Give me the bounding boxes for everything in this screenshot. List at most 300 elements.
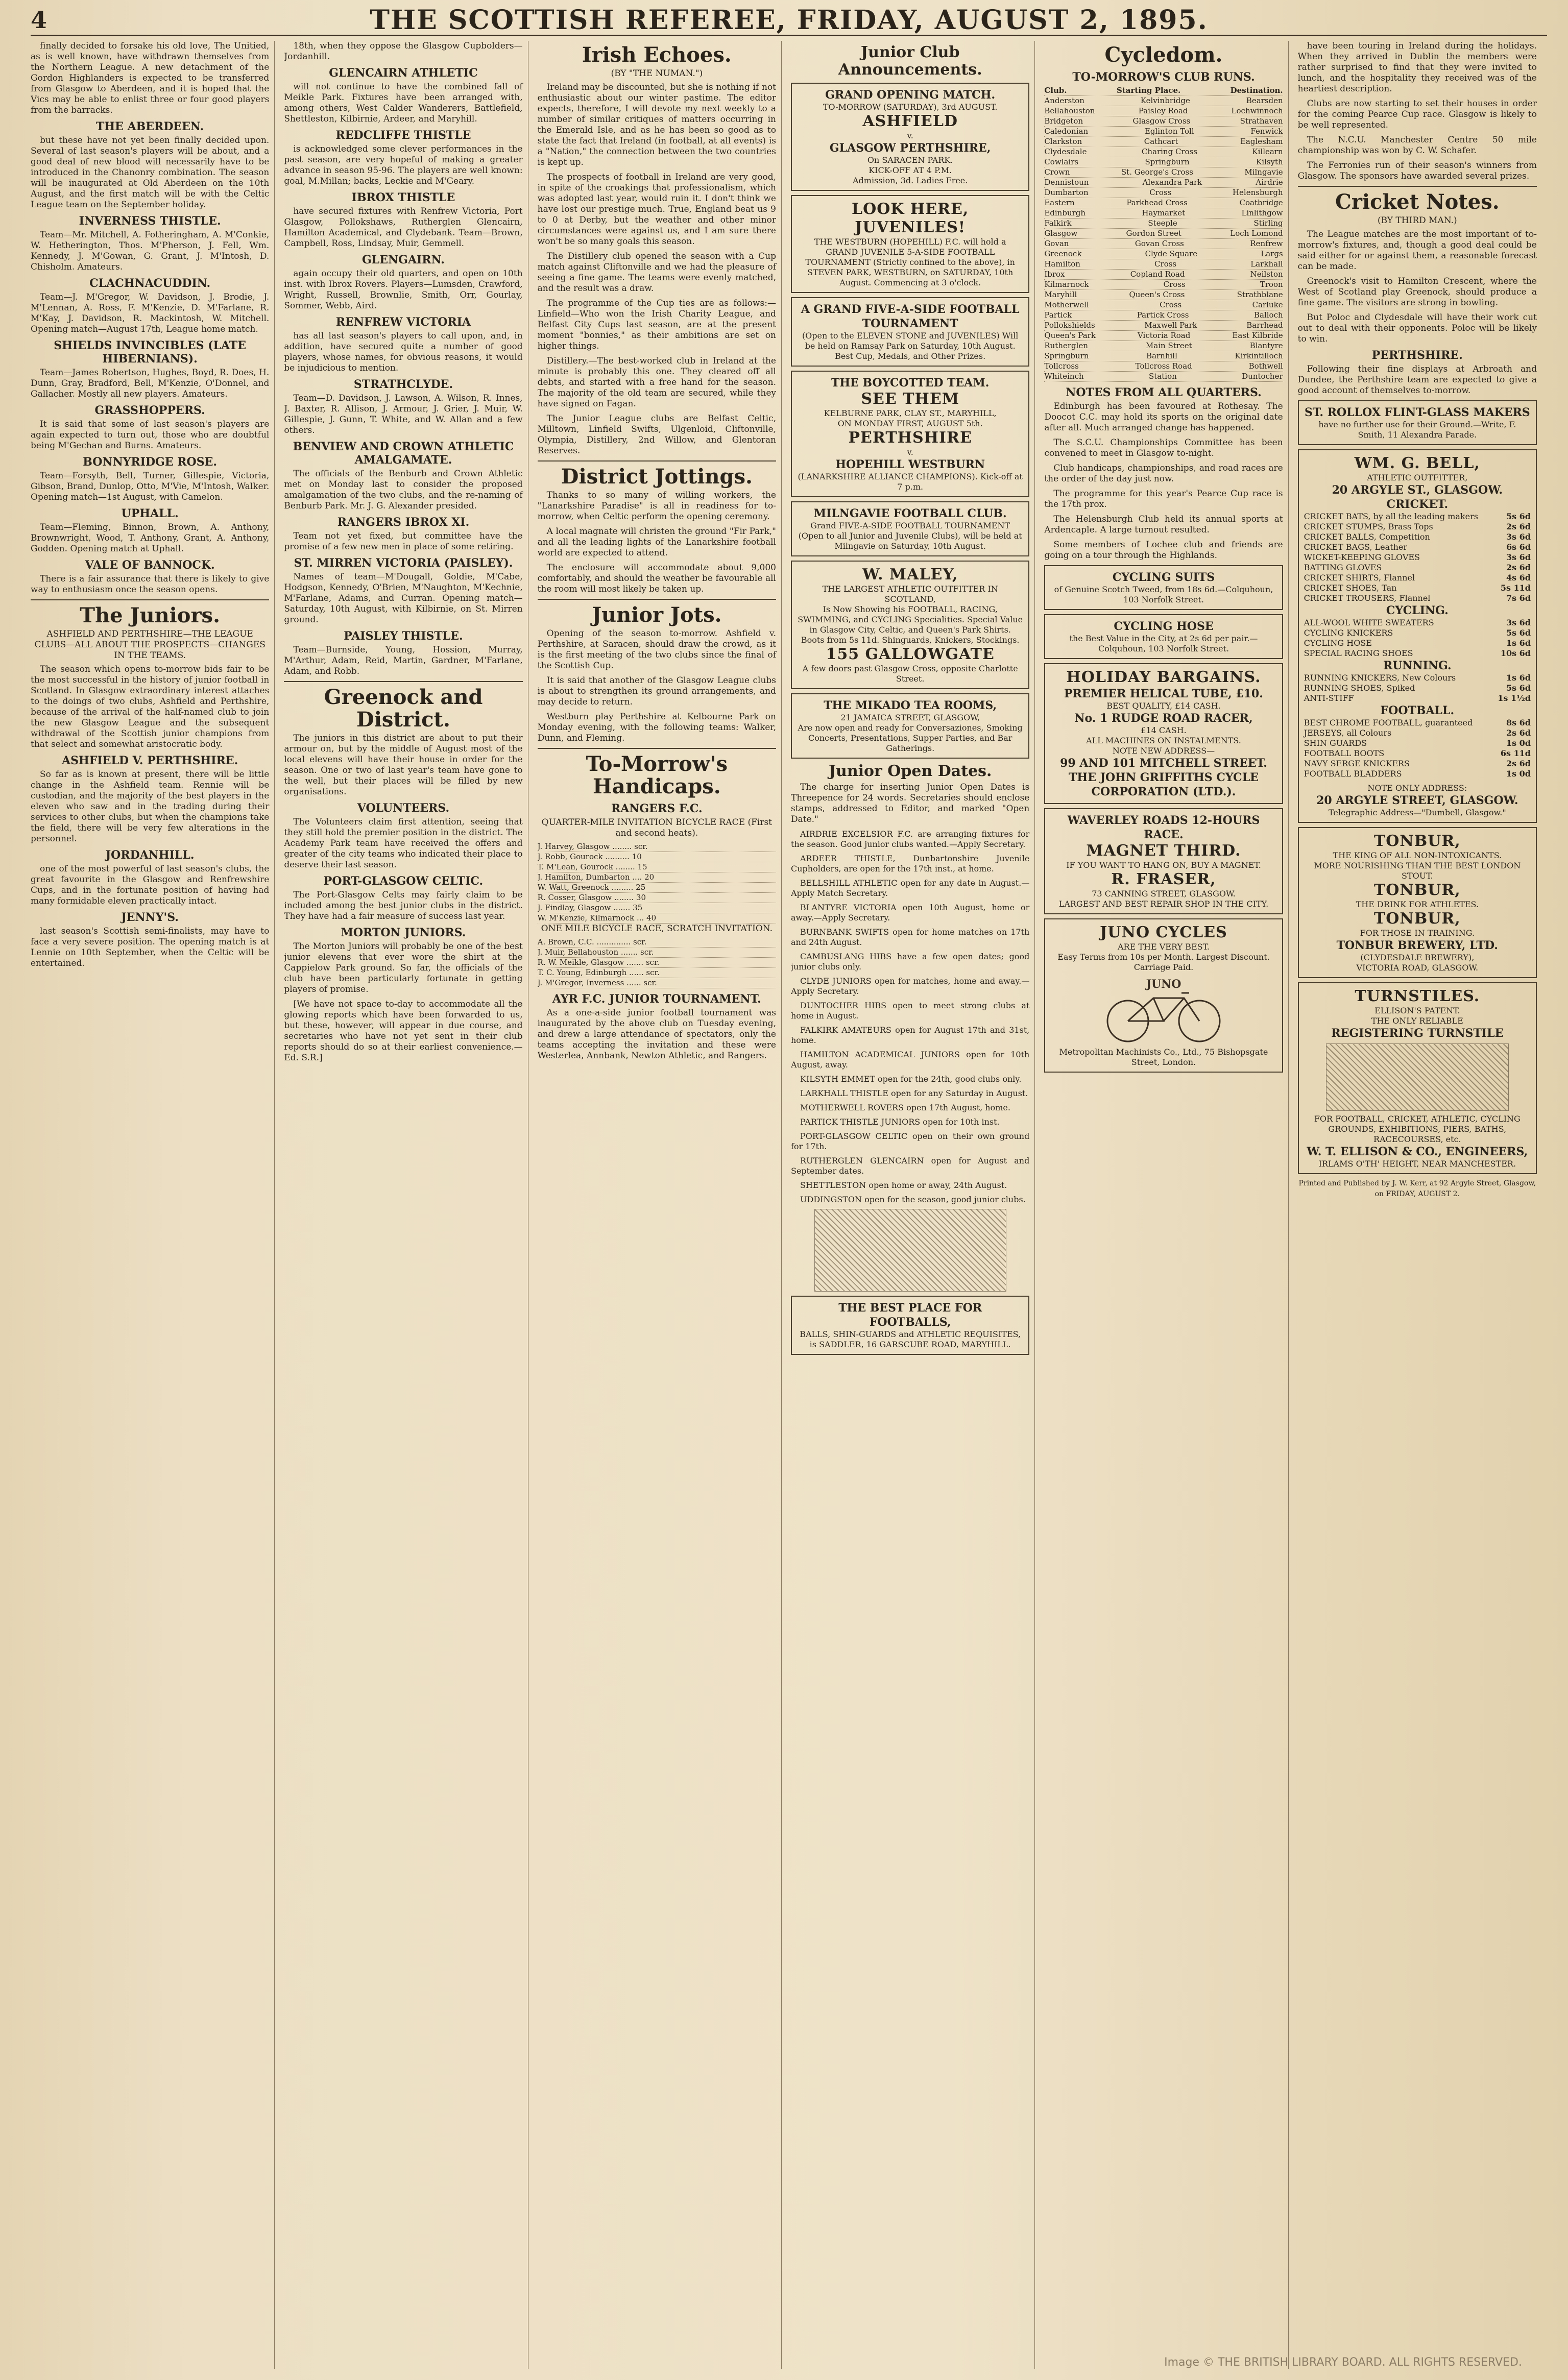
ad-company: TONBUR BREWERY, LTD. xyxy=(1336,939,1498,952)
ad-body: the Best Value in the City, at 2s 6d per pair.—Colquhoun, 103 Norfolk Street. xyxy=(1069,634,1258,653)
ad-body: Are now open and ready for Conversaziones, Smoking Concerts, Presentations, Supper Parties, and Bar Gatherings. xyxy=(798,723,1023,753)
ad-wm-bell xyxy=(1298,449,1537,823)
table-row: Falkirk Steeple Stirling xyxy=(1044,218,1283,228)
handicap-list-1 xyxy=(538,842,776,924)
table-row: Govan Govan Cross Renfrew xyxy=(1044,239,1283,248)
event-title: QUARTER-MILE INVITATION BICYCLE RACE (First and second heats). xyxy=(541,817,772,838)
ad-tonbur xyxy=(1298,827,1537,978)
ad-name: REGISTERING TURNSTILE xyxy=(1331,1027,1504,1040)
ad-name: W. MALEY, xyxy=(862,566,958,584)
ad-note: NOTE NEW ADDRESS— xyxy=(1112,746,1215,756)
ad-opening-match xyxy=(791,83,1029,191)
list-item: HAMILTON ACADEMICAL JUNIORS open for 10th August, away. xyxy=(791,1050,1030,1070)
paragraph: The prospects of football in Ireland are very good, in spite of the croakings that professionalism, which was adopted last year, would ruin it. I don't think we have lost our prestige much. True, England beat us 9 to 0 at Derby, but the weather and other minor circumstances were against us, and I am sure there won't be so many goals this season. xyxy=(537,172,776,247)
team-name: PERTHSHIRE xyxy=(848,429,972,447)
section-heading: GLENGAIRN. xyxy=(362,253,445,266)
table-row: Crown St. George's Cross Milngavie xyxy=(1044,167,1283,177)
section-heading: VALE OF BANNOCK. xyxy=(85,558,215,572)
section-heading: SHIELDS INVINCIBLES (LATE HIBERNIANS). xyxy=(54,339,247,366)
paragraph: The season which opens to-morrow bids fair to be the most successful in the history of junior football in Scotland. In Glasgow extraordinary interest attaches to the doings of two clubs, Ashfield and Perthshire, because of the arrival of the half-named club to join the new Glasgow League and the subsequent withdrawal of the Scottish junior champions from that select and somewhat aristocratic body. xyxy=(31,664,270,749)
ad-address: IRLAMS O'TH' HEIGHT, NEAR MANCHESTER. xyxy=(1318,1159,1516,1169)
divider xyxy=(538,599,776,600)
divider xyxy=(538,460,776,462)
section-heading: CLACHNACUDDIN. xyxy=(89,277,211,290)
price-item: CRICKET BATS, by all the leading makers 5s 6d xyxy=(1304,512,1531,521)
ad-tagline: ARE THE VERY BEST. xyxy=(1117,942,1210,952)
paragraph: Names of team—M'Dougall, Goldie, M'Cabe, Hodgson, Kennedy, O'Brien, M'Naughton, M'Kechnie, M'Farlane, Adams, and Curran. Opening match—Saturday, 10th August, with Kilbirnie, on St. Mirren ground. xyxy=(284,572,523,625)
table-row: Motherwell Cross Carluke xyxy=(1044,300,1283,309)
paragraph: The programme for this year's Pearce Cup race is the 17th prox. xyxy=(1044,489,1283,509)
list-item: SHETTLESTON open home or away, 24th August. xyxy=(800,1180,1007,1190)
ad-body: (Open to the ELEVEN STONE and JUVENILES) Will be held on Ramsay Park on Saturday, 10th August. Best Cup, Medals, and Other Prizes. xyxy=(802,331,1019,361)
ad-name: R. FRASER, xyxy=(1111,870,1216,888)
ad-tournament xyxy=(791,297,1029,367)
ad-tagline: THE LARGEST ATHLETIC OUTFITTER IN SCOTLAND, xyxy=(822,584,998,604)
paragraph: Distillery.—The best-worked club in Ireland at the minute is probably this one. They cleared off all debts, and started with a free hand for the season. The majority of the old team are secured, while they have signed on Fagan. xyxy=(537,356,776,409)
list-item: J. Findlay, Glasgow ....... 35 xyxy=(538,903,776,913)
section-heading: BONNYRIDGE ROSE. xyxy=(83,455,218,469)
paragraph: Clubs are now starting to set their houses in order for the coming Pearce Cup race. Glasgow is likely to be well represented. xyxy=(1297,99,1537,130)
section-heading: THE ABERDEEN. xyxy=(96,120,204,133)
price-item: CYCLING HOSE 1s 6d xyxy=(1304,638,1531,648)
ad-tagline: LARGEST AND BEST REPAIR SHOP IN THE CITY. xyxy=(1058,899,1269,909)
paragraph: The Morton Juniors will probably be one of the best junior elevens that ever wore the shirt at the Cappielow Park ground. So far, the officials of the club have been particularly fortunate in getting players of promise. xyxy=(284,941,523,994)
article-title: Junior Club Announcements. xyxy=(838,43,982,79)
paragraph: Some members of Lochee club and friends are going on a tour through the Highlands. xyxy=(1044,540,1283,561)
ad-venue: KELBURNE PARK, CLAY ST., MARYHILL, xyxy=(824,408,997,418)
ad-title: THE MIKADO TEA ROOMS, xyxy=(824,699,997,712)
table-row: Bellahouston Paisley Road Lochwinnoch xyxy=(1044,106,1283,115)
paragraph: The juniors in this district are about to put their armour on, but by the middle of August most of the local elevens will have their house in order for the season. One or two of last year's team have gone to the well, but their places will be filled by new organisations. xyxy=(284,733,523,797)
ad-name: TONBUR, xyxy=(1373,832,1461,850)
page-number: 4 xyxy=(31,6,47,34)
divider xyxy=(284,681,522,682)
article-title: Irish Echoes. xyxy=(582,43,732,67)
ad-address: 155 GALLOWGATE xyxy=(826,645,995,663)
ad-mikado xyxy=(791,693,1029,759)
ad-body: Grand FIVE-A-SIDE FOOTBALL TOURNAMENT (Open to all Junior and Juvenile Clubs), will be held at Milngavie on Saturday, 10th August. xyxy=(798,521,1022,551)
ad-magnet xyxy=(1044,808,1283,914)
paragraph: but these have not yet been finally decided upon. Several of last season's players will be about, and a good deal of new blood will necessarily have to be introduced in the Chanonry combination. The season will be inaugurated at Old Aberdeen on the 10th August, and the first match will be with the Celtic League team on the September holiday. xyxy=(31,135,270,210)
paragraph: has all last season's players to call upon, and, in addition, have secured quite a number of good players, whose names, for obvious reasons, it would be injudicious to mention. xyxy=(284,331,523,373)
ad-address: 73 CANNING STREET, GLASGOW. xyxy=(1092,889,1236,898)
versus: v. xyxy=(907,447,913,457)
price-item: CRICKET SHIRTS, Flannel 4s 6d xyxy=(1304,573,1531,582)
ad-address: 20 ARGYLE STREET, GLASGOW. xyxy=(1316,794,1518,807)
ad-admission: Admission, 3d. Ladies Free. xyxy=(852,176,968,185)
paragraph: Team—Burnside, Young, Hossion, Murray, M'Arthur, Adam, Reid, Martin, Gardner, M'Farlane, Adam, and Robb. xyxy=(284,645,523,676)
list-item: R. W. Meikle, Glasgow ....... scr. xyxy=(538,958,776,968)
price-item: ALL-WOOL WHITE SWEATERS 3s 6d xyxy=(1304,618,1531,627)
paragraph: Ireland may be discounted, but she is nothing if not enthusiastic about our winter pastime. The editor expects, therefore, I will devote my next weekly to a number of similar critiques of matters occurring in the Emerald Isle, and as he has been so good as to state the fact that Ireland (in football, at all events) is a "Nation," the connection between the two countries is kept up. xyxy=(537,82,776,167)
byline: (BY "THE NUMAN.") xyxy=(611,68,703,79)
ad-title: TURNSTILES. xyxy=(1355,987,1480,1005)
paragraph: Club handicaps, championships, and road races are the order of the day just now. xyxy=(1044,463,1283,484)
paragraph: The enclosure will accommodate about 9,000 comfortably, and should the weather be favourable all the room will most likely be taken up. xyxy=(537,563,776,594)
paragraph: The officials of the Benburb and Crown Athletic met on Monday last to consider the proposed amalgamation of the two clubs, and the re-naming of Benburb Park. Mr. J. G. Alexander presided. xyxy=(284,469,523,511)
ad-title: WAVERLEY ROADS 12-HOURS RACE. xyxy=(1067,814,1260,841)
ad-title: GRAND OPENING MATCH. xyxy=(825,88,996,102)
article-title: The Juniors. xyxy=(80,603,221,627)
paragraph: last season's Scottish semi-finalists, may have to face a very severe position. The opening match is at Lennie on 10th September, when the Celtic will be entertained. xyxy=(31,926,270,968)
newspaper-title: THE SCOTTISH REFEREE, FRIDAY, AUGUST 2, 1895. xyxy=(370,4,1208,36)
list-item: BURNBANK SWIFTS open for home matches on 17th and 24th August. xyxy=(791,927,1030,947)
list-item: BLANTYRE VICTORIA open 10th August, home or away.—Apply Secretary. xyxy=(791,903,1030,922)
price-item: RUNNING KNICKERS, New Colours 1s 6d xyxy=(1304,673,1531,683)
price-item: CRICKET SHOES, Tan 5s 11d xyxy=(1304,583,1531,593)
list-item: FALKIRK AMATEURS open for August 17th and 31st, home. xyxy=(791,1025,1030,1045)
table-row: Maryhill Queen's Cross Strathblane xyxy=(1044,290,1283,299)
list-item: CAMBUSLANG HIBS have a few open dates; good junior clubs only. xyxy=(791,952,1030,972)
ad-body: FOR FOOTBALL, CRICKET, ATHLETIC, CYCLING GROUNDS, EXHIBITIONS, PIERS, BATHS, RACECOURSES, etc. xyxy=(1314,1114,1521,1144)
list-item: PARTICK THISTLE JUNIORS open for 10th inst. xyxy=(800,1117,1000,1127)
section-heading: STRATHCLYDE. xyxy=(353,378,453,391)
table-row: Springburn Barnhill Kirkintilloch xyxy=(1044,351,1283,360)
table-row: Clydesdale Charing Cross Killearn xyxy=(1044,147,1283,156)
price-item: NAVY SERGE KNICKERS 2s 6d xyxy=(1304,759,1531,768)
ad-title: MILNGAVIE FOOTBALL CLUB. xyxy=(813,507,1007,520)
section-heading: PERTHSHIRE. xyxy=(1371,349,1463,362)
price-section-heading: RUNNING. xyxy=(1383,659,1452,672)
list-item: UDDINGSTON open for the season, good junior clubs. xyxy=(800,1195,1026,1204)
column-3 xyxy=(538,41,782,2369)
list-item: A. Brown, C.C. .............. scr. xyxy=(538,937,776,948)
table-row: Pollokshields Maxwell Park Barrhead xyxy=(1044,321,1283,330)
list-item: J. Muir, Bellahouston ....... scr. xyxy=(538,948,776,958)
ad-date: ON MONDAY FIRST, AUGUST 5th. xyxy=(837,419,983,428)
price-item: BATTING GLOVES 2s 6d xyxy=(1304,563,1531,572)
section-heading: TO-MORROW'S CLUB RUNS. xyxy=(1072,70,1255,84)
column-5 xyxy=(1044,41,1288,2369)
ad-address: 21 JAMAICA STREET, GLASGOW, xyxy=(840,713,980,722)
list-item: RUTHERGLEN GLENCAIRN open for August and September dates. xyxy=(791,1156,1030,1176)
ad-name: WM. G. BELL, xyxy=(1354,454,1480,472)
ad-title: THE BEST PLACE FOR FOOTBALLS, xyxy=(838,1301,982,1329)
ad-telegraph: Telegraphic Address—"Dumbell, Glasgow." xyxy=(1328,808,1506,817)
ad-note: NOTE ONLY ADDRESS: xyxy=(1367,783,1467,793)
team-name: GLASGOW PERTHSHIRE, xyxy=(829,141,991,155)
paragraph: Team—Forsyth, Bell, Turner, Gillespie, Victoria, Gibson, Brand, Dunlop, Otto, M'Vie, M'Intosh, Walker. Opening match—1st August, with Camelon. xyxy=(31,471,270,502)
paragraph: Edinburgh has been favoured at Rothesay. The Doocot C.C. may hold its sports on the original date after all. Much arranged change has happened. xyxy=(1044,401,1283,433)
paragraph: Team—Fleming, Binnon, Brown, A. Anthony, Brownwright, Wood, T. Anthony, Grant, A. Anthony, Godden. Opening match at Uphall. xyxy=(31,522,270,554)
price-item: CRICKET BAGS, Leather 6s 6d xyxy=(1304,542,1531,552)
paragraph: The Distillery club opened the season with a Cup match against Cliftonville and we had the pleasure of seeing a fine game. The teams were evenly matched, and the result was a draw. xyxy=(537,251,776,294)
paragraph: The Volunteers claim first attention, seeing that they still hold the premier position in the district. The Academy Park team have received the offers and greater of the city teams who indicated their place to deserve their last season. xyxy=(284,817,523,870)
ad-title: THE BOYCOTTED TEAM. xyxy=(831,376,990,390)
paragraph: one of the most powerful of last season's clubs, the great favourite in the Glasgow and Renfrewshire Cups, and in the fortunate position of having had many formidable eleven practically intact. xyxy=(31,864,270,906)
paragraph: Greenock's visit to Hamilton Crescent, where the West of Scotland play Greenock, should produce a fine game. The visitors are strong in bowling. xyxy=(1297,276,1537,308)
ad-address: VICTORIA ROAD, GLASGOW. xyxy=(1356,963,1479,973)
price-item: CRICKET BALLS, Competition 3s 6d xyxy=(1304,532,1531,542)
divider xyxy=(538,748,776,749)
paragraph: Thanks to so many of willing workers, the "Lanarkshire Paradise" is all in readiness for to-morrow, when Celtic perform the opening ceremony. xyxy=(537,490,776,522)
paragraph: finally decided to forsake his old love, The Unitied, as is well known, have withdrawn themselves from the Northern League. A new detachment of the Gordon Highlanders is expected to be transferred from Glasgow to Aberdeen, and it is hoped that the Vics may be able to enlist three or four good players from the barracks. xyxy=(31,41,270,115)
table-row: Dennistoun Alexandra Park Airdrie xyxy=(1044,178,1283,187)
price-item: CRICKET STUMPS, Brass Tops 2s 6d xyxy=(1304,522,1531,531)
table-row: Queen's Park Victoria Road East Kilbride xyxy=(1044,331,1283,340)
ad-body: have no further use for their Ground.—Write, F. Smith, 11 Alexandra Parade. xyxy=(1318,420,1516,440)
section-heading: INVERNESS THISTLE. xyxy=(79,214,221,228)
list-item: AIRDRIE EXCELSIOR F.C. are arranging fixtures for the season. Good junior clubs wanted.—Apply Secretary. xyxy=(791,829,1030,849)
juno-logo-text: JUNO xyxy=(1146,978,1181,991)
ad-juveniles xyxy=(791,195,1029,293)
table-row: Glasgow Gordon Street Loch Lomond xyxy=(1044,229,1283,238)
section-heading: JORDANHILL. xyxy=(105,848,195,862)
table-row: Partick Partick Cross Balloch xyxy=(1044,310,1283,320)
list-item: J. Hamilton, Dumbarton .... 20 xyxy=(538,872,776,883)
paragraph: Team not yet fixed, but committee have the promise of a few new men in place of some retiring. xyxy=(284,531,523,552)
column-2 xyxy=(284,41,528,2369)
ad-tagline: THE DRINK FOR ATHLETES. xyxy=(1356,900,1479,909)
paragraph: Westburn play Perthshire at Kelbourne Park on Monday evening, with the following teams: Walker, Dunn, and Fleming. xyxy=(537,712,776,743)
editor-note: [We have not space to-day to accommodate all the glowing reports which have been forwarded to us, but these, however, will appear in due course, and secretaries who have not yet sent in their club reports should do so at their earliest convenience.—Ed. S.R.] xyxy=(284,999,523,1063)
ad-name: TONBUR, xyxy=(1373,881,1461,899)
ad-line: BEST QUALITY, £14 CASH. xyxy=(1106,701,1221,711)
list-item: ARDEER THISTLE, Dunbartonshire Juvenile Cupholders, are open for the 17th inst., at home. xyxy=(791,854,1030,873)
table-row: Kilmarnock Cross Troon xyxy=(1044,280,1283,289)
ad-st-rollox xyxy=(1298,400,1537,445)
masthead xyxy=(31,5,1547,36)
ad-tagline: ATHLETIC OUTFITTER, xyxy=(1367,473,1468,482)
paragraph: It is said that another of the Glasgow League clubs is about to strengthen its ground arrangements, and may decide to return. xyxy=(537,675,776,707)
table-row: Edinburgh Haymarket Linlithgow xyxy=(1044,208,1283,217)
paragraph: Team—Mr. Mitchell, A. Fotheringham, A. M'Conkie, W. Hetherington, Thos. M'Pherson, J. Fell, Wm. Kennedy, J. M'Gowan, G. Grant, J. M'Intosh, D. Chisholm. Amateurs. xyxy=(31,230,270,272)
table-row: Bridgeton Glasgow Cross Strathaven xyxy=(1044,116,1283,126)
table-row: Caledonian Eglinton Toll Fenwick xyxy=(1044,127,1283,136)
list-item: DUNTOCHER HIBS open to meet strong clubs at home in August. xyxy=(791,1001,1030,1021)
column-header: Starting Place. xyxy=(1117,86,1181,95)
ad-turnstiles xyxy=(1298,982,1537,1174)
ad-address: 20 ARGYLE ST., GLASGOW. xyxy=(1332,483,1503,497)
ad-name: TONBUR, xyxy=(1373,910,1461,928)
price-section-heading: CRICKET. xyxy=(1386,498,1449,511)
article-title: Cricket Notes. xyxy=(1335,190,1500,214)
paragraph: As a one-a-side junior football tournament was inaugurated by the above club on Tuesday evening, and drew a large attendance of spectators, only the teams accepting the invitation and these were Westerlea, Annbank, Newton Athletic, and Rangers. xyxy=(537,1008,776,1061)
table-row: Greenock Clyde Square Largs xyxy=(1044,249,1283,258)
column-header: Destination. xyxy=(1230,86,1283,95)
paragraph: The charge for inserting Junior Open Dates is Threepence for 24 words. Secretaries should enclose stamps, addressed to Editor, and marked "Open Date." xyxy=(791,782,1030,824)
ad-tagline: MORE NOURISHING THAN THE BEST LONDON STOUT. xyxy=(1314,861,1521,881)
price-item: SHIN GUARDS 1s 0d xyxy=(1304,738,1531,748)
paragraph: The N.C.U. Manchester Centre 50 mile championship was won by C. W. Schafer. xyxy=(1297,135,1537,156)
versus: v. xyxy=(907,131,913,140)
list-item: T. M'Lean, Gourock ........ 15 xyxy=(538,862,776,872)
list-item: R. Cosser, Glasgow ........ 30 xyxy=(538,893,776,903)
section-heading: NOTES FROM ALL QUARTERS. xyxy=(1066,386,1262,399)
ad-address: 99 AND 101 MITCHELL STREET. xyxy=(1060,757,1267,770)
section-heading: VOLUNTEERS. xyxy=(357,802,450,815)
list-item: W. M'Kenzie, Kilmarnock ... 40 xyxy=(538,913,776,924)
section-heading: RANGERS F.C. xyxy=(611,802,703,815)
section-heading: RANGERS IBROX XI. xyxy=(337,516,470,529)
paragraph: The programme of the Cup ties are as follows:—Linfield—Who won the Irish Charity League, and Belfast City Cups last season, are at the present moment "bonnies," as their ambitions are set on higher things. xyxy=(537,298,776,351)
table-row: Rutherglen Main Street Blantyre xyxy=(1044,341,1283,350)
handicap-list-2 xyxy=(538,937,776,988)
ad-tagline: FOR THOSE IN TRAINING. xyxy=(1360,928,1475,938)
event-title: ONE MILE BICYCLE RACE, SCRATCH INVITATION. xyxy=(541,924,773,934)
columns xyxy=(31,41,1542,2369)
section-heading: RENFREW VICTORIA xyxy=(335,315,471,329)
paragraph: Team—J. M'Gregor, W. Davidson, J. Brodie, J. M'Lennan, A. Ross, F. M'Kenzie, D. M'Farlane, R. M'Kay, J. Davidson, R. Mackintosh, W. Mitchell. Opening match—August 17th, League home match. xyxy=(31,292,270,334)
list-item: LARKHALL THISTLE open for any Saturday in August. xyxy=(800,1088,1028,1098)
ad-title: HOLIDAY BARGAINS. xyxy=(1066,668,1261,686)
price-item: SPECIAL RACING SHOES 10s 6d xyxy=(1304,648,1531,658)
price-item: RUNNING SHOES, Spiked 5s 6d xyxy=(1304,683,1531,693)
ad-line: MAGNET THIRD. xyxy=(1086,842,1241,860)
ad-subtitle: THE ONLY RELIABLE xyxy=(1371,1016,1463,1026)
list-item: MOTHERWELL ROVERS open 17th August, home. xyxy=(800,1103,1010,1112)
ad-saddler xyxy=(791,1296,1029,1355)
price-item: JERSEYS, all Colours 2s 6d xyxy=(1304,728,1531,738)
table-header xyxy=(1044,86,1283,96)
turnstile-illustration xyxy=(1326,1043,1508,1111)
paragraph: again occupy their old quarters, and open on 10th inst. with Ibrox Rovers. Players—Lumsden, Crawford, Wright, Russell, Brownlie, Smith, Orr, Gourlay, Sommer, Webb, Aird. xyxy=(284,269,523,311)
list-item: J. M'Gregor, Inverness ...... scr. xyxy=(538,978,776,988)
article-title: Cycledom. xyxy=(1104,43,1223,67)
ad-title: A GRAND FIVE-A-SIDE FOOTBALL TOURNAMENT xyxy=(801,303,1020,330)
list-item: BELLSHILL ATHLETIC open for any date in August.—Apply Match Secretary. xyxy=(791,878,1030,898)
list-item: T. C. Young, Edinburgh ...... scr. xyxy=(538,968,776,978)
article-title: Junior Open Dates. xyxy=(828,762,992,780)
section-heading: MORTON JUNIORS. xyxy=(341,926,466,939)
ad-line: £14 CASH. xyxy=(1141,725,1187,735)
paragraph: Opening of the season to-morrow. Ashfield v. Perthshire, at Saracen, should draw the crowd, as it is the first meeting of the two clubs since the final of the Scottish Cup. xyxy=(537,628,776,671)
paragraph: The S.C.U. Championships Committee has been convened to meet in Glasgow to-night. xyxy=(1044,438,1283,458)
paragraph: The Junior League clubs are Belfast Celtic, Milltown, Linfield Swifts, Ulgenloid, Cliftonville, Olympia, Distillery, 2nd Willow, and Glentoran Reserves. xyxy=(537,414,776,456)
ad-line: PREMIER HELICAL TUBE, £10. xyxy=(1064,687,1263,700)
ad-cycling-hose xyxy=(1044,614,1283,659)
ad-juno-cycles xyxy=(1044,918,1283,1073)
section-heading: PORT-GLASGOW CELTIC. xyxy=(323,875,484,888)
price-item: CRICKET TROUSERS, Flannel 7s 6d xyxy=(1304,593,1531,603)
table-row: Whiteinch Station Duntocher xyxy=(1044,372,1283,381)
section-heading: REDCLIFFE THISTLE xyxy=(335,129,471,142)
ad-footer: Metropolitan Machinists Co., Ltd., 75 Bishopsgate Street, London. xyxy=(1059,1047,1268,1067)
paragraph: 18th, when they oppose the Glasgow Cupbolders—Jordanhill. xyxy=(284,41,523,62)
list-item: J. Robb, Gourock .......... 10 xyxy=(538,852,776,862)
list-item: W. Watt, Greenock ......... 25 xyxy=(538,883,776,893)
paragraph: have secured fixtures with Renfrew Victoria, Port Glasgow, Pollokshaws, Rutherglen Glencairn, Hamilton Academical, and Clydebank. Team—Brown, Campbell, Ross, Lindsay, Muir, Gemmell. xyxy=(284,206,523,249)
ad-title: CYCLING SUITS xyxy=(1112,571,1215,584)
article-title: Greenock and District. xyxy=(324,685,483,732)
paragraph: The Helensburgh Club held its annual sports at Ardencaple. A large turnout resulted. xyxy=(1044,514,1283,535)
bicycle-icon xyxy=(1097,973,1230,1044)
ad-venue: On SARACEN PARK. xyxy=(867,155,953,165)
paragraph: A local magnate will christen the ground "Fir Park," and all the leading lights of the Lanarkshire football world are expected to attend. xyxy=(537,526,776,558)
price-item: FOOTBALL BOOTS 6s 11d xyxy=(1304,748,1531,758)
table-row: Tollcross Tollcross Road Bothwell xyxy=(1044,361,1283,371)
ad-title: LOOK HERE, JUVENILES! xyxy=(851,200,969,236)
section-heading: GRASSHOPPERS. xyxy=(94,404,205,417)
section-heading: PAISLEY THISTLE. xyxy=(344,629,463,643)
ad-patent: ELLISON'S PATENT. xyxy=(1374,1006,1460,1015)
ad-title: CYCLING HOSE xyxy=(1114,620,1214,633)
ad-body: of Genuine Scotch Tweed, from 18s 6d.—Colquhoun, 103 Norfolk Street. xyxy=(1054,585,1273,604)
printer-imprint: Printed and Published by J. W. Kerr, at 92 Argyle Street, Glasgow, on FRIDAY, AUGUST 2. xyxy=(1298,1179,1536,1198)
ad-kickoff: KICK-OFF AT 4 P.M. xyxy=(869,165,952,175)
ad-body: THE WESTBURN (HOPEHILL) F.C. will hold a GRAND JUVENILE 5-A-SIDE FOOTBALL TOURNAMENT (Strictly confined to the above), in STEVEN PARK, WESTBURN, on SATURDAY, 10th August. Commencing at 3 o'clock. xyxy=(805,237,1015,287)
article-subtitle: ASHFIELD AND PERTHSHIRE—THE LEAGUE CLUBS—ALL ABOUT THE PROSPECTS—CHANGES IN THE TEAMS. xyxy=(34,629,266,661)
paragraph: Following their fine displays at Arbroath and Dundee, the Perthshire team are expected to give a good account of themselves to-morrow. xyxy=(1297,364,1537,396)
section-heading: UPHALL. xyxy=(121,507,179,520)
section-heading: IBROX THISTLE xyxy=(351,191,455,204)
ad-maley xyxy=(791,561,1029,689)
section-heading: AYR F.C. JUNIOR TOURNAMENT. xyxy=(552,992,761,1006)
ad-body: Easy Terms from 10s per Month. Largest Discount. Carriage Paid. xyxy=(1057,952,1270,972)
section-heading: ASHFIELD V. PERTHSHIRE. xyxy=(62,754,238,767)
ad-company: (CLYDESDALE BREWERY), xyxy=(1360,953,1475,962)
list-item: PORT-GLASGOW CELTIC open on their own ground for 17th. xyxy=(791,1131,1030,1151)
column-1 xyxy=(31,41,275,2369)
column-header: Club. xyxy=(1044,86,1067,95)
ad-date: TO-MORROW (SATURDAY), 3rd AUGUST. xyxy=(823,102,998,112)
table-row: Anderston Kelvinbridge Bearsden xyxy=(1044,96,1283,105)
ad-body: Is Now Showing his FOOTBALL, RACING, SWIMMING, and CYCLING Specialities. Special Value in Glasgow City, Celtic, and Queen's Park Shirts. Boots from 5s 11d. Shinguards, Knickers, Stockings. xyxy=(798,604,1023,645)
article-title: Junior Jots. xyxy=(592,603,722,627)
paragraph: The Ferronies run of their season's winners from Glasgow. The sponsors have awarded several prizes. xyxy=(1297,160,1537,181)
section-heading: JENNY'S. xyxy=(121,911,179,924)
ad-milngavie xyxy=(791,501,1029,556)
ad-note: (LANARKSHIRE ALLIANCE CHAMPIONS). Kick-off at 7 p.m. xyxy=(798,472,1023,492)
list-item: KILSYTH EMMET open for the 24th, good clubs only. xyxy=(800,1074,1022,1084)
divider xyxy=(31,599,269,600)
paragraph: Team—James Robertson, Hughes, Boyd, R. Does, H. Dunn, Gray, Bradford, Bell, M'Kenzie, O'Donnel, and Gallacher. Mostly all new players. Amateurs. xyxy=(31,368,270,399)
paragraph: So far as is known at present, there will be little change in the Ashfield team. Rennie will be custodian, and the majority of the best players in the eleven who saw and in the trading during their services to other clubs, but when the champions take the field, there will be very few alterations in the personnel. xyxy=(31,769,270,844)
ad-note: A few doors past Glasgow Cross, opposite Charlotte Street. xyxy=(802,664,1018,684)
price-item: WICKET-KEEPING GLOVES 3s 6d xyxy=(1304,552,1531,562)
list-item: J. Harvey, Glasgow ........ scr. xyxy=(538,842,776,852)
ad-boycotted-team xyxy=(791,371,1029,497)
paragraph: The League matches are the most important of to-morrow's fixtures, and, though a good deal could be said either for or against them, a reasonable forecast can be made. xyxy=(1297,229,1537,272)
table-row: Ibrox Copland Road Neilston xyxy=(1044,270,1283,279)
ad-see: SEE THEM xyxy=(861,390,959,408)
section-heading: ST. MIRREN VICTORIA (PAISLEY). xyxy=(294,556,513,570)
ad-tagline: THE KING OF ALL NON-INTOXICANTS. xyxy=(1333,851,1502,860)
open-dates-list xyxy=(791,829,1029,1205)
paragraph: The Port-Glasgow Celts may fairly claim to be included among the best junior clubs in the district. They have had a fair measure of success last year. xyxy=(284,890,523,921)
paragraph: Team—D. Davidson, J. Lawson, A. Wilson, R. Innes, J. Baxter, R. Allison, J. Armour, J. Grier, J. Muir, W. Gillespie, J. Gunn, T. White, and W. Allan and a few others. xyxy=(284,393,523,435)
image-credit: Image © THE BRITISH LIBRARY BOARD. ALL RIGHTS RESERVED. xyxy=(1164,2356,1522,2369)
club-runs-table xyxy=(1044,86,1283,382)
table-row: Cowlairs Springburn Kilsyth xyxy=(1044,157,1283,166)
price-section-heading: FOOTBALL. xyxy=(1380,704,1455,717)
price-item: FOOTBALL BLADDERS 1s 0d xyxy=(1304,769,1531,779)
ad-title: ST. ROLLOX FLINT-GLASS MAKERS xyxy=(1304,406,1530,419)
price-item: BEST CHROME FOOTBALL, guaranteed 8s 6d xyxy=(1304,718,1531,727)
paragraph: will not continue to have the combined fall of Meikle Park. Fixtures have been arranged with, among others, West Calder Wanderers, Battlefield, Shettleston, Kilbirnie, Ardeer, and Maryhill. xyxy=(284,82,523,124)
ad-line: No. 1 RUDGE ROAD RACER, xyxy=(1074,712,1253,725)
paragraph: have been touring in Ireland during the holidays. When they arrived in Dublin the members were rather surprised to find that they were invited to lunch, and the hospitality they received was of the heartiest description. xyxy=(1297,41,1537,94)
ad-company: THE JOHN GRIFFITHS CYCLE CORPORATION (LTD.). xyxy=(1069,771,1259,798)
paragraph: There is a fair assurance that there is likely to give way to enthusiasm once the season opens. xyxy=(31,574,270,595)
ad-title: JUNO CYCLES xyxy=(1100,924,1227,941)
byline: (BY THIRD MAN.) xyxy=(1377,215,1457,226)
column-4 xyxy=(791,41,1035,2369)
table-row: Clarkston Cathcart Eaglesham xyxy=(1044,137,1283,146)
ad-holiday-bargains xyxy=(1044,663,1283,804)
paragraph: But Poloc and Clydesdale will have their work cut out to deal with their opponents. Poloc will be likely to win. xyxy=(1297,312,1537,344)
table-row: Dumbarton Cross Helensburgh xyxy=(1044,188,1283,197)
list-item: CLYDE JUNIORS open for matches, home and away.—Apply Secretary. xyxy=(791,976,1030,996)
article-title: To-Morrow's Handicaps. xyxy=(586,752,728,798)
table-row: Hamilton Cross Larkhall xyxy=(1044,259,1283,269)
section-heading: GLENCAIRN ATHLETIC xyxy=(329,66,478,80)
paragraph: is acknowledged some clever performances in the past season, are very hopeful of making a greater advance in season 95-96. The players are well known: goal, M.Millan; backs, Leckie and M'Geary. xyxy=(284,144,523,186)
table-row: Eastern Parkhead Cross Coatbridge xyxy=(1044,198,1283,207)
paragraph: It is said that some of last season's players are again expected to turn out, those who are doubtful being M'Gechan and Burns. Amateurs. xyxy=(31,419,270,451)
section-heading: BENVIEW AND CROWN ATHLETIC AMALGAMATE. xyxy=(293,440,514,467)
ad-cycling-suits xyxy=(1044,565,1283,610)
